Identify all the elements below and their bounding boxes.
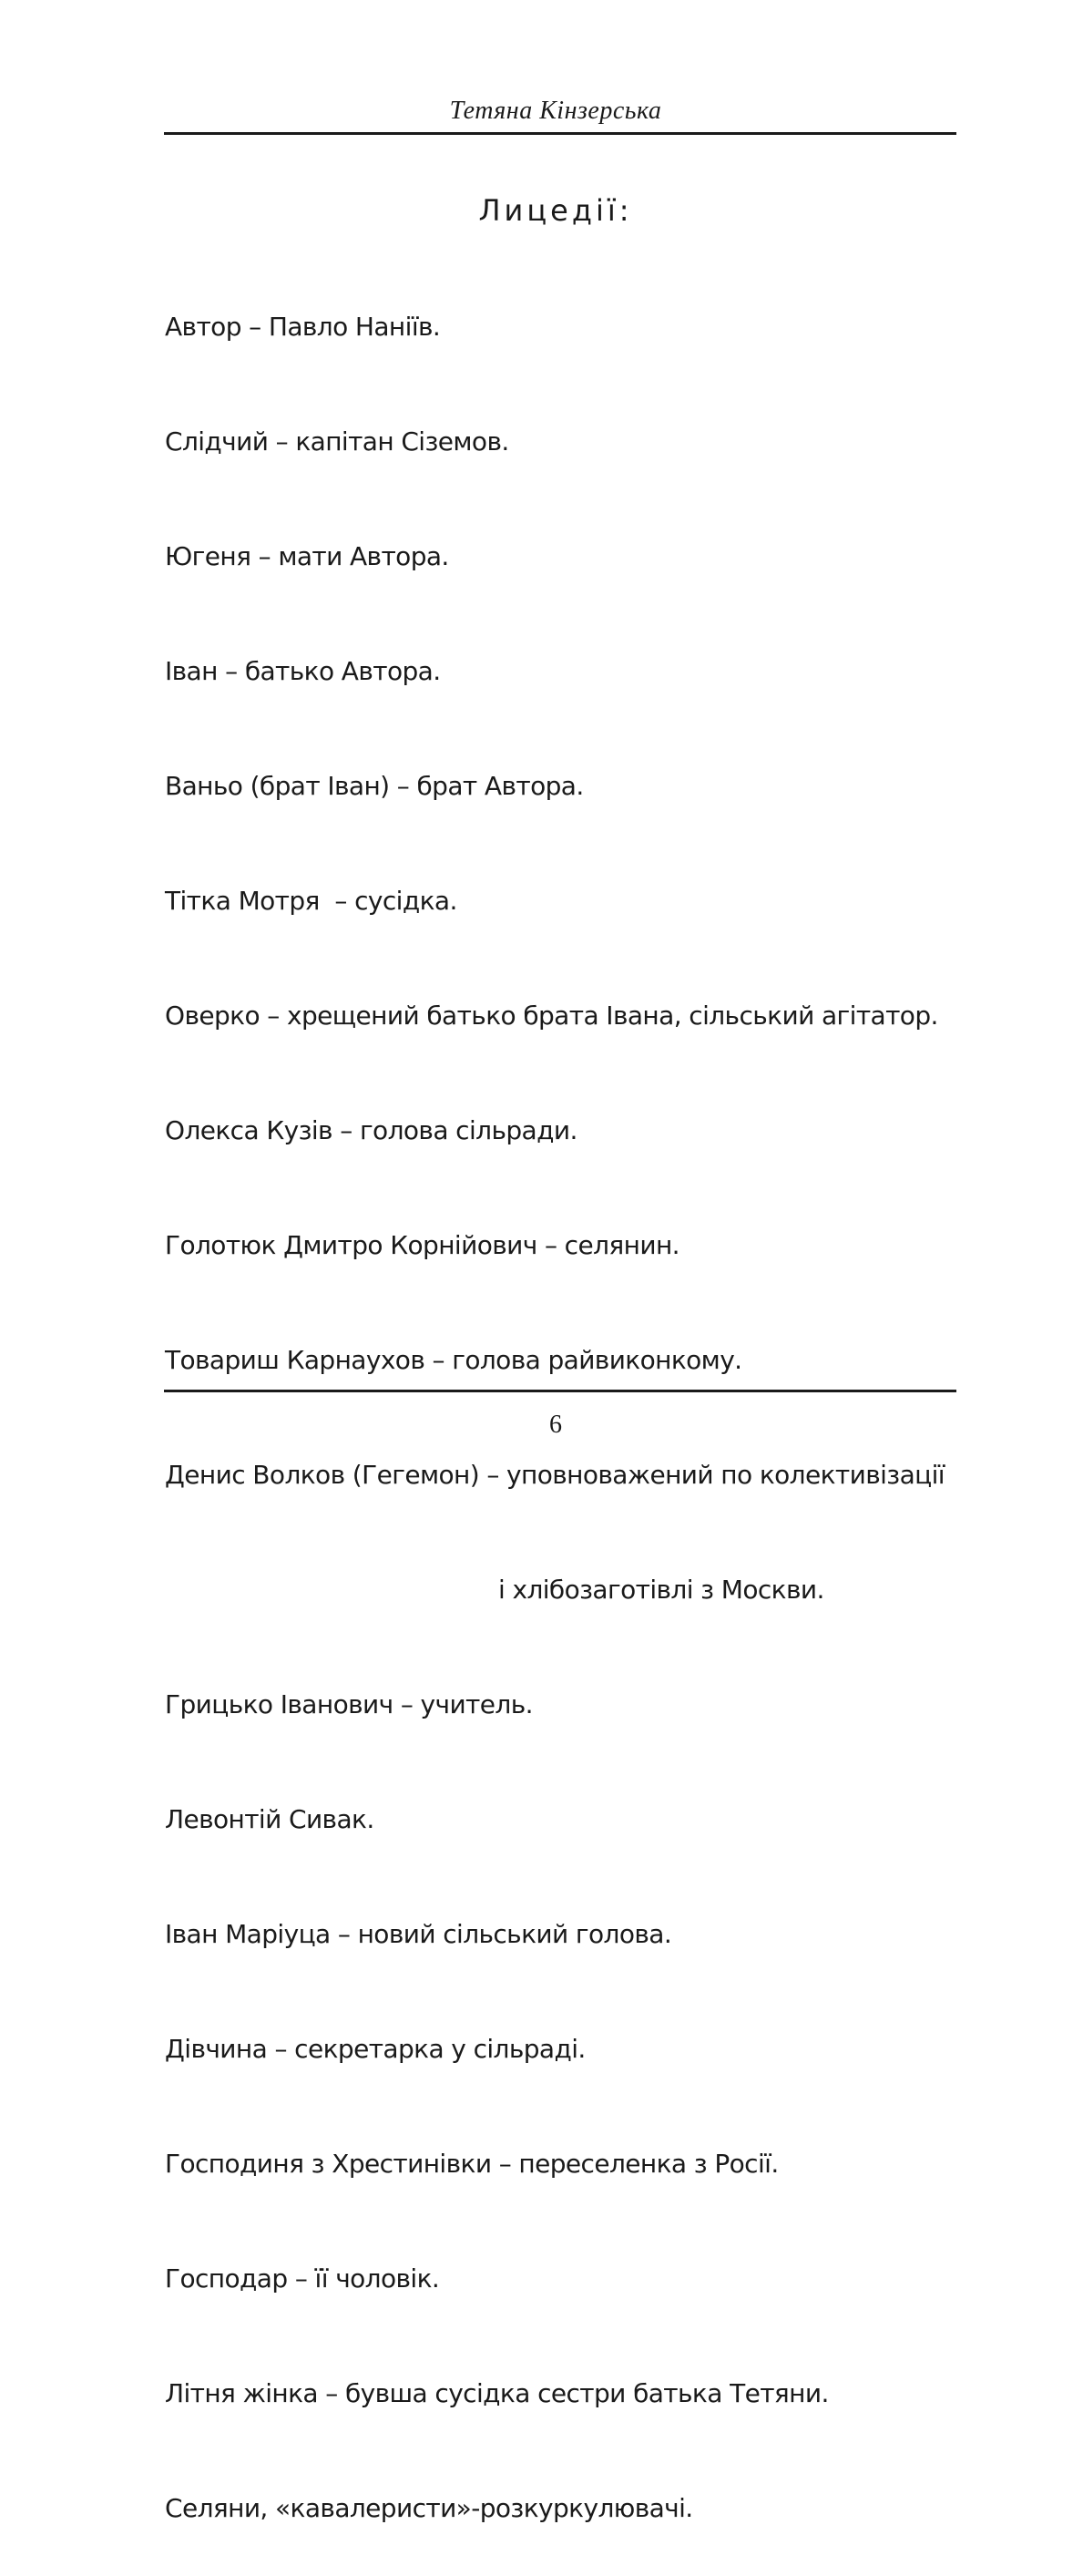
cast-entry: Господар – її чоловік. bbox=[165, 2263, 440, 2294]
cast-entry: Літня жінка – бувша сусідка сестри батька Тетяни. bbox=[165, 2378, 829, 2408]
cast-entry: Селяни, «кавалеристи»-розкуркулювачі. bbox=[165, 2493, 693, 2523]
cast-entry: Господиня з Хрестинівки – переселенка з Росії. bbox=[165, 2149, 779, 2179]
cast-entry: Левонтій Сивак. bbox=[165, 1804, 374, 1834]
cast-entry-continuation: і хлібозаготівлі з Москви. bbox=[498, 1575, 824, 1605]
footer-divider bbox=[164, 1390, 956, 1392]
cast-entry: Іван Маріуца – новий сільський голова. bbox=[165, 1919, 672, 1949]
cast-entry: Автор – Павло Наніїв. bbox=[165, 312, 441, 342]
cast-entry: Голотюк Дмитро Корнійович – селянин. bbox=[165, 1230, 679, 1260]
cast-entry: Іван – батько Автора. bbox=[165, 656, 441, 686]
cast-entry: Югеня – мати Автора. bbox=[165, 541, 449, 571]
cast-entry: Товариш Карнаухов – голова райвиконкому. bbox=[165, 1345, 742, 1375]
cast-entry: Грицько Іванович – учитель. bbox=[165, 1689, 533, 1719]
cast-entry: Денис Волков (Гегемон) – уповноважений по колективізації bbox=[165, 1460, 945, 1490]
running-header-title: Тетяна Кінзерська bbox=[449, 97, 662, 125]
cast-entry: Тітка Мотря – сусідка. bbox=[165, 886, 457, 916]
cast-entry: Дівчина – секретарка у сільраді. bbox=[165, 2034, 586, 2064]
page-number: 6 bbox=[549, 1411, 562, 1439]
cast-entry: Оверко – хрещений батько брата Івана, сільський агітатор. bbox=[165, 1001, 938, 1031]
cast-entry: Олекса Кузів – голова сільради. bbox=[165, 1115, 577, 1145]
cast-entry: Ваньо (брат Іван) – брат Автора. bbox=[165, 771, 584, 801]
header-divider bbox=[164, 132, 956, 135]
section-title: Лицедії: bbox=[478, 193, 633, 228]
cast-entry: Слідчий – капітан Сіземов. bbox=[165, 426, 509, 457]
